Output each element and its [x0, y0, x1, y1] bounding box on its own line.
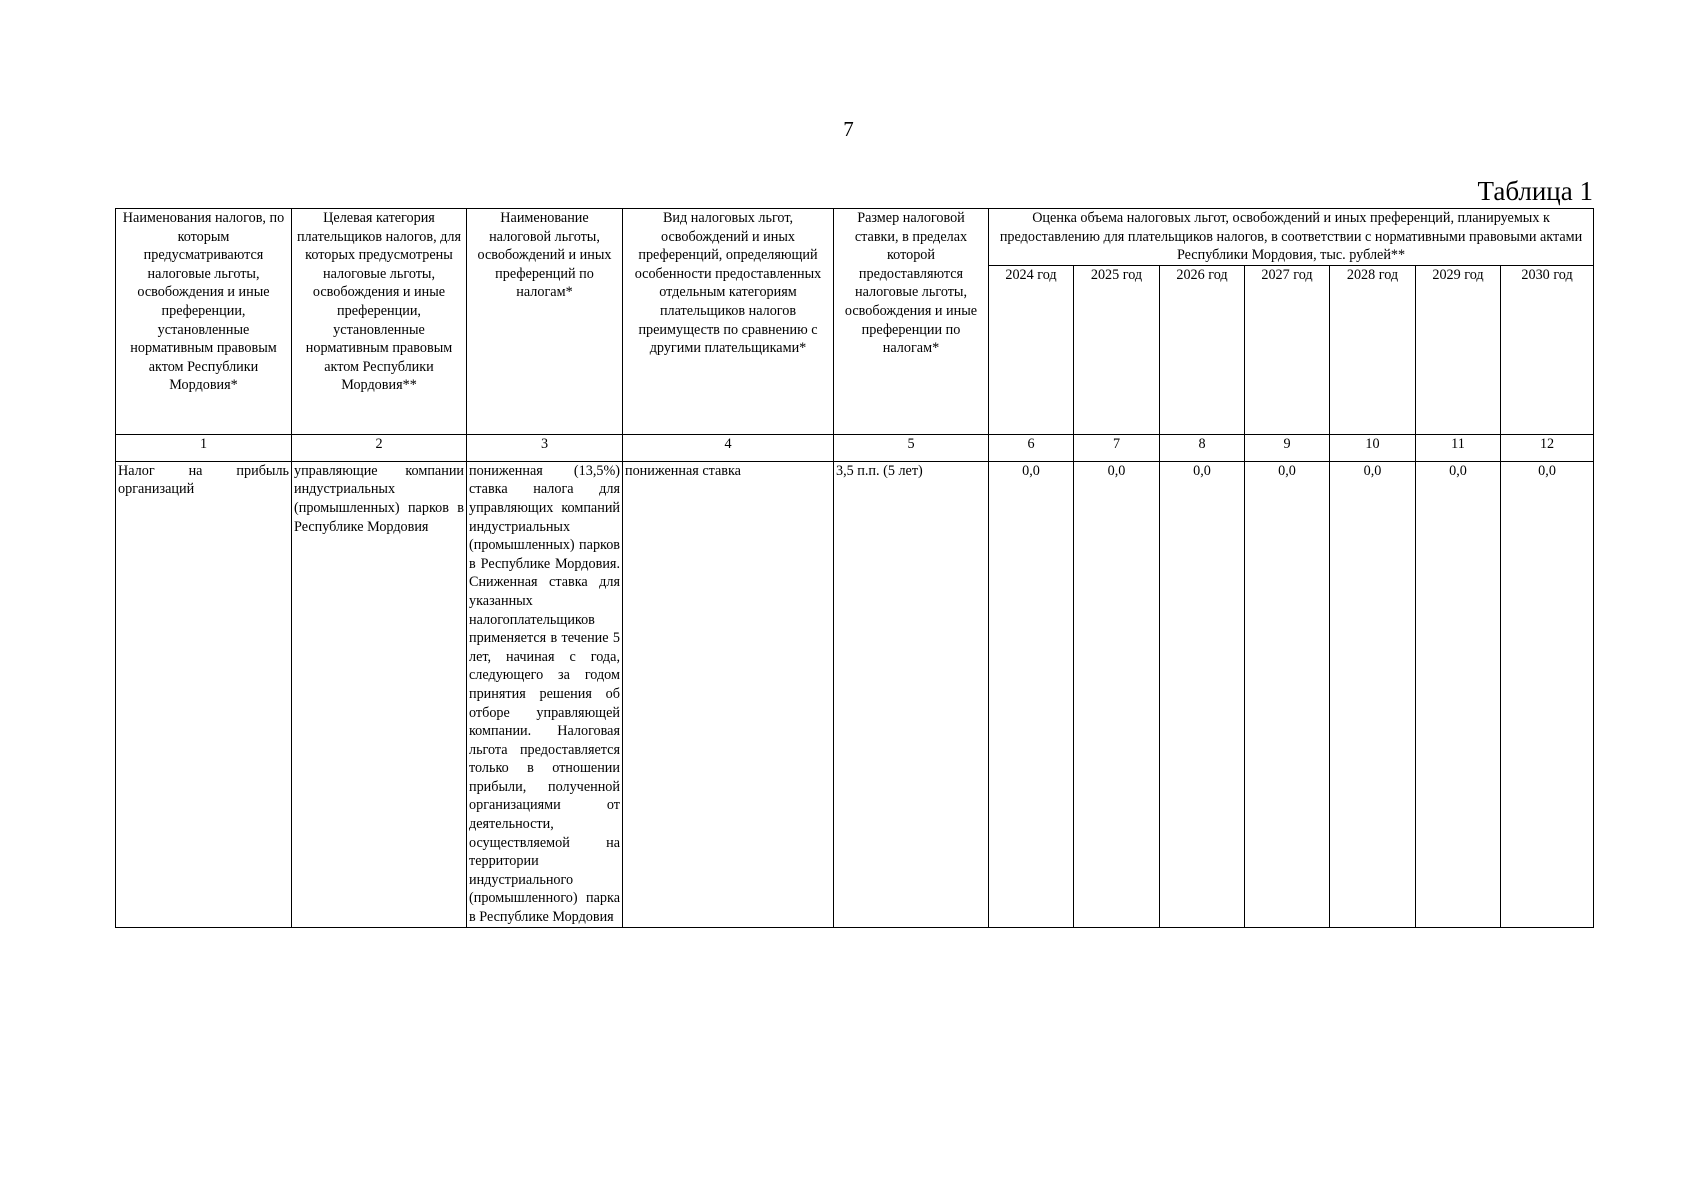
- header-year: 2027 год: [1245, 265, 1330, 434]
- column-number: 6: [989, 434, 1074, 461]
- cell-benefit-type: пониженная ставка: [623, 461, 834, 927]
- header-year: 2029 год: [1416, 265, 1501, 434]
- column-number: 4: [623, 434, 834, 461]
- tax-benefits-table: [115, 208, 1594, 928]
- column-numbers-row: [116, 434, 1594, 461]
- table-row: [116, 461, 1594, 927]
- header-tax-names: Наименования налогов, по которым предусматриваются налоговые льготы, освобождения и иные преференции, установленные нормативным правовым актом Республики Мордовия*: [116, 209, 292, 435]
- cell-value-2029: 0,0: [1416, 461, 1501, 927]
- table-caption: Таблица 1: [1477, 176, 1593, 206]
- header-target-category: Целевая категория плательщиков налогов, для которых предусмотрены налоговые льготы, освобождения и иные преференции, установленные нормативным правовым актом Республики Мордовия**: [292, 209, 467, 435]
- column-number: 2: [292, 434, 467, 461]
- cell-value-2030: 0,0: [1501, 461, 1594, 927]
- cell-target-category: управляющие компании индустриальных (промышленных) парков в Республике Мордовия: [292, 461, 467, 927]
- column-number: 5: [834, 434, 989, 461]
- column-number: 10: [1330, 434, 1416, 461]
- header-year: 2028 год: [1330, 265, 1416, 434]
- header-benefit-type: Вид налоговых льгот, освобождений и иных преференций, определяющий особенности предоставленных отдельным категориям плательщиков налогов преимуществ по сравнению с другими плательщиками*: [623, 209, 834, 435]
- header-year: 2025 год: [1074, 265, 1160, 434]
- column-number: 8: [1160, 434, 1245, 461]
- column-number: 7: [1074, 434, 1160, 461]
- header-estimate-group: Оценка объема налоговых льгот, освобождений и иных преференций, планируемых к предоставлению для плательщиков налогов, в соответствии с нормативными правовыми актами Республики Мордовия, тыс. рублей**: [989, 209, 1594, 266]
- column-number: 12: [1501, 434, 1594, 461]
- cell-value-2027: 0,0: [1245, 461, 1330, 927]
- cell-benefit-name: пониженная (13,5%) ставка налога для управляющих компаний индустриальных (промышленных) парков в Республике Мордовия. Сниженная ставка для указанных налогоплательщиков применяется в течение 5 лет, начиная с года, следующего за годом принятия решения об отборе управляющей компании. Налоговая льгота предоставляется только в отношении прибыли, полученной организациями от деятельности, осуществляемой на территории индустриального (промышленного) парка в Республике Мордовия: [467, 461, 623, 927]
- header-benefit-name: Наименование налоговой льготы, освобождений и иных преференций по налогам*: [467, 209, 623, 435]
- cell-rate-size: 3,5 п.п. (5 лет): [834, 461, 989, 927]
- column-number: 11: [1416, 434, 1501, 461]
- header-year: 2030 год: [1501, 265, 1594, 434]
- header-rate-size: Размер налоговой ставки, в пределах которой предоставляются налоговые льготы, освобождения и иные преференции по налогам*: [834, 209, 989, 435]
- page-number: 7: [843, 117, 854, 141]
- header-year: 2024 год: [989, 265, 1074, 434]
- cell-value-2025: 0,0: [1074, 461, 1160, 927]
- cell-tax-name: Налог на прибыль организаций: [116, 461, 292, 927]
- cell-value-2024: 0,0: [989, 461, 1074, 927]
- cell-value-2026: 0,0: [1160, 461, 1245, 927]
- cell-value-2028: 0,0: [1330, 461, 1416, 927]
- header-year: 2026 год: [1160, 265, 1245, 434]
- column-number: 3: [467, 434, 623, 461]
- column-number: 9: [1245, 434, 1330, 461]
- column-number: 1: [116, 434, 292, 461]
